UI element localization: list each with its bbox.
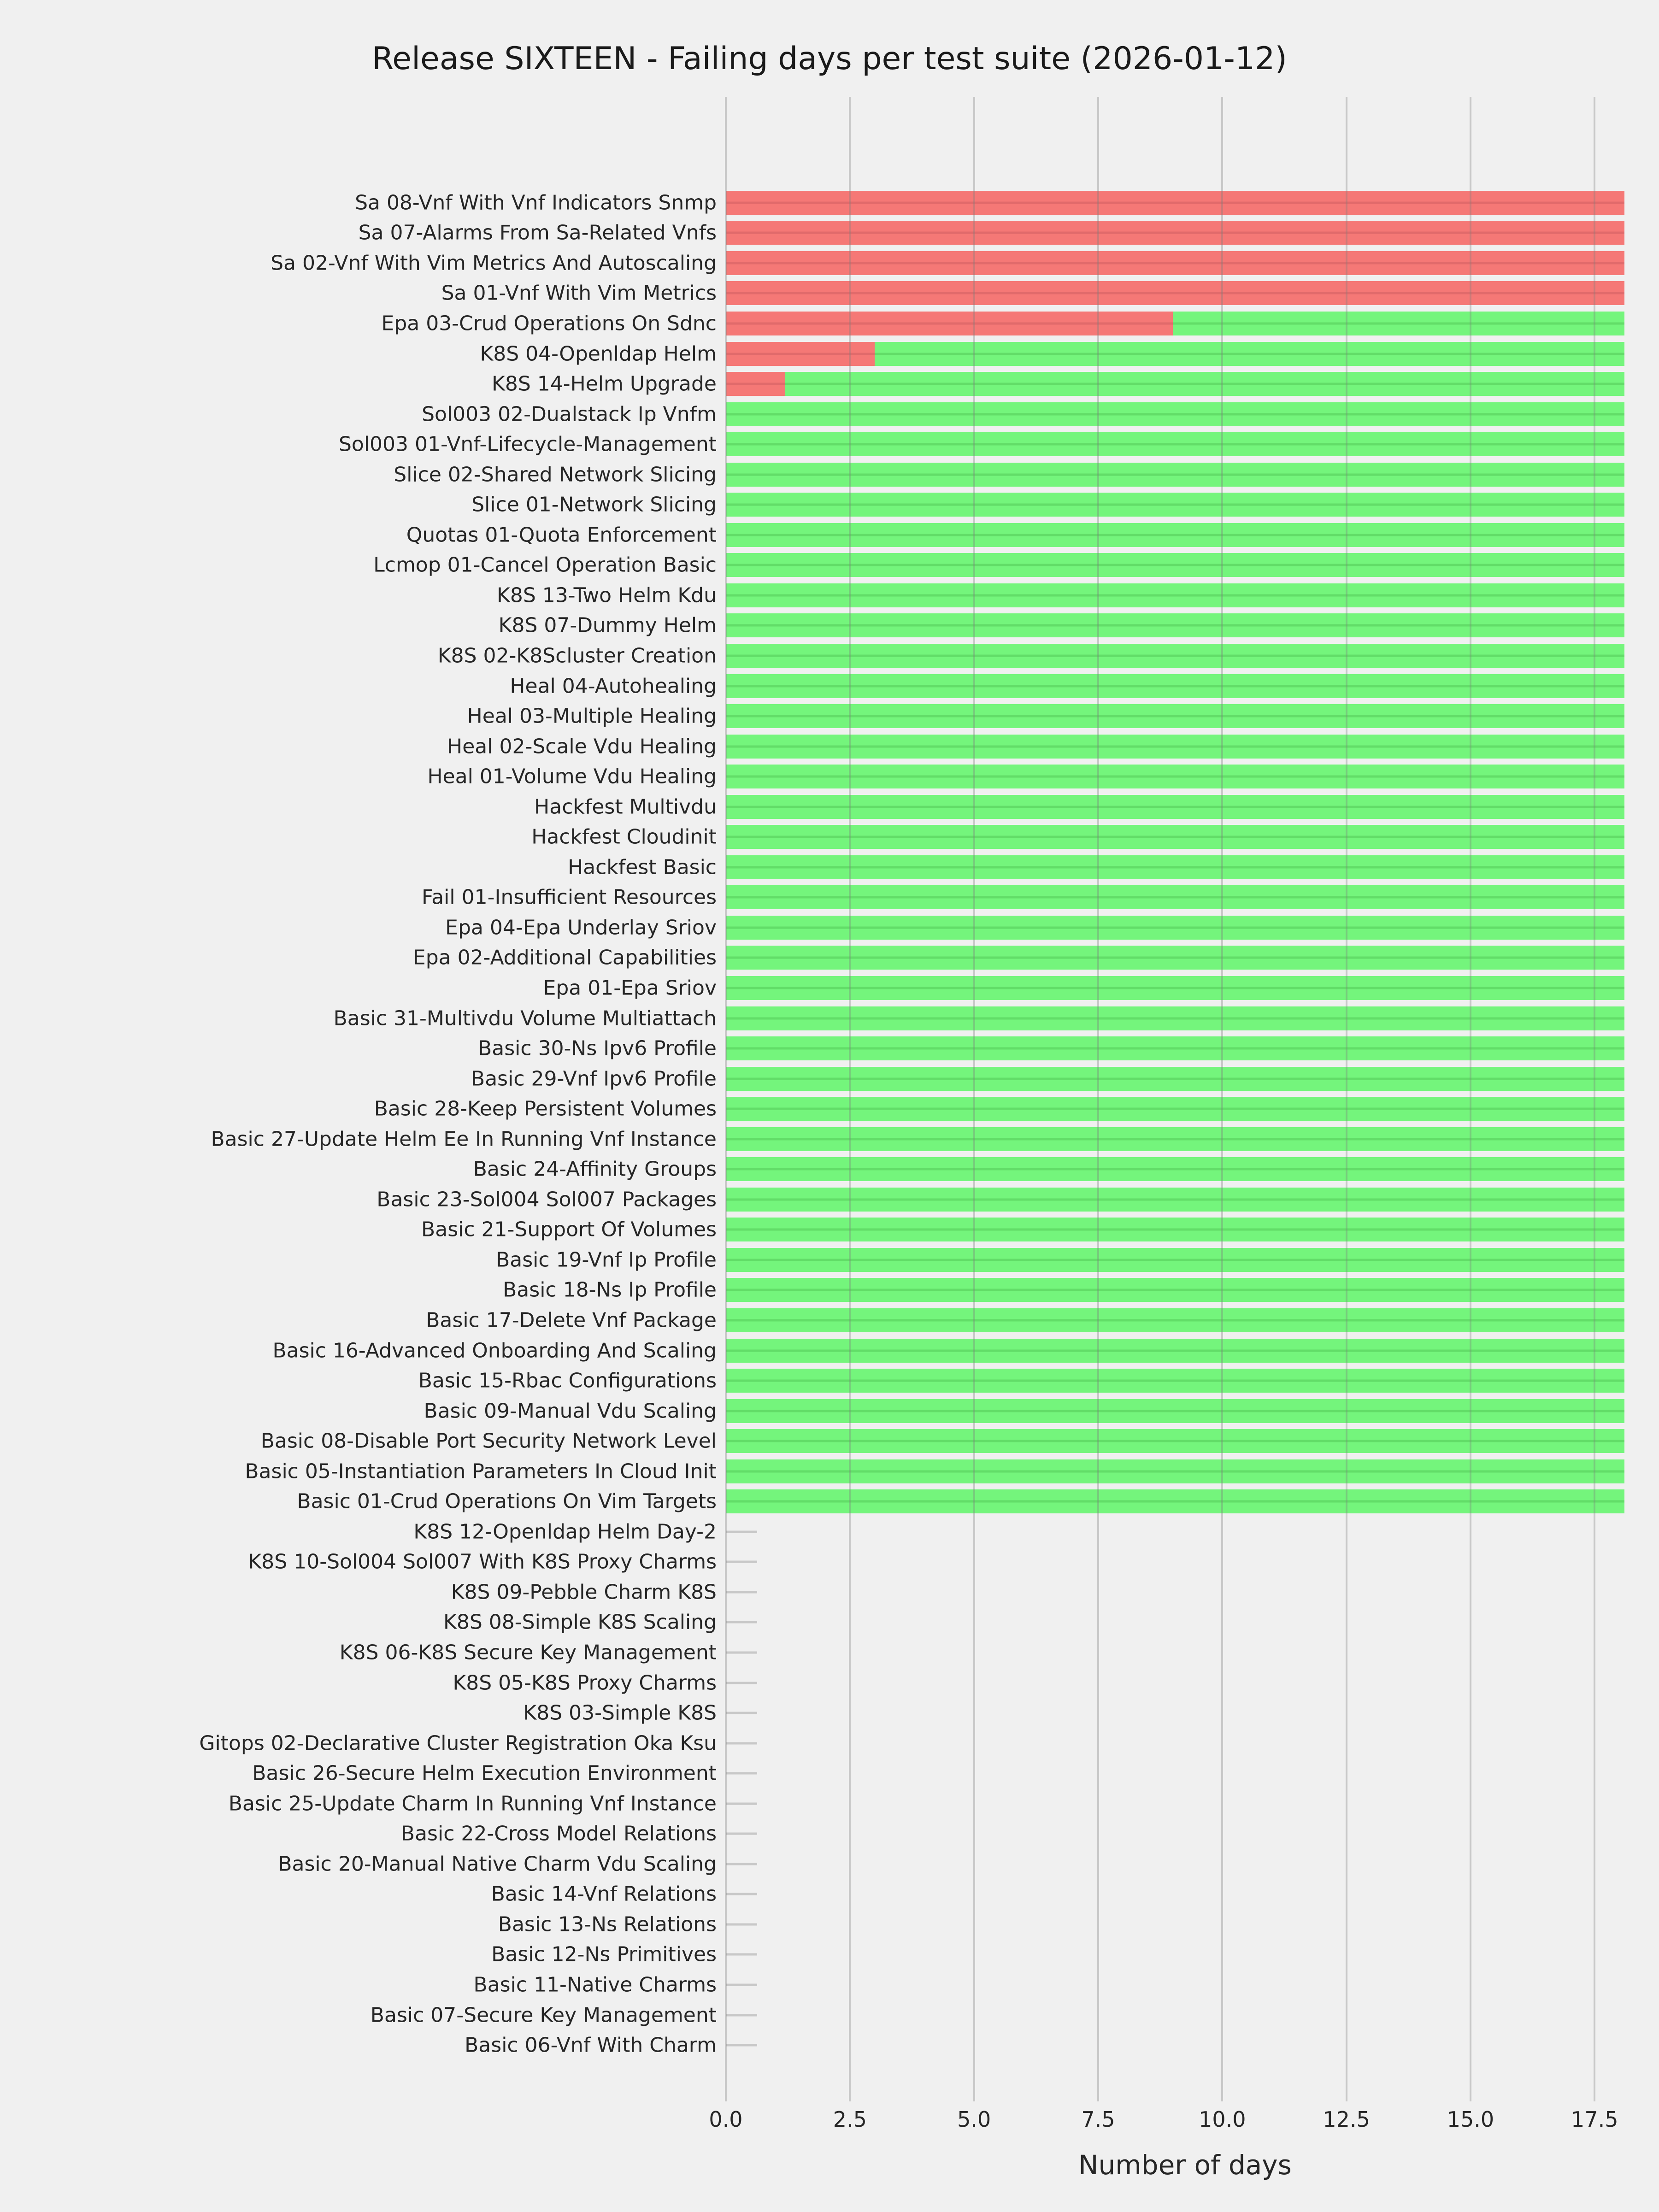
failing-days-segment (726, 191, 1624, 215)
suite-row (445, 912, 1644, 943)
passing-days-segment (726, 1459, 1624, 1483)
x-tick-label: 15.0 (1447, 2107, 1494, 2132)
suite-bar (726, 1339, 1624, 1363)
y-axis-label: Basic 26-Secure Helm Execution Environment (252, 1761, 717, 1785)
suite-row (471, 489, 1644, 520)
suite-row (443, 1607, 1644, 1638)
passing-days-segment (726, 916, 1624, 940)
y-axis-label: Quotas 01-Quota Enforcement (406, 523, 717, 547)
passing-days-segment (726, 735, 1624, 759)
suite-row (491, 1879, 1644, 1910)
suite-row (451, 1577, 1644, 1607)
gridline (1594, 97, 1595, 2101)
suite-row (412, 943, 1644, 973)
suite-row (418, 1365, 1644, 1396)
passing-days-segment (726, 1127, 1624, 1151)
y-axis-label: K8S 06-K8S Secure Key Management (339, 1641, 717, 1665)
gridline (1221, 97, 1223, 2101)
suite-row (370, 2000, 1644, 2030)
bar-rows (199, 188, 1644, 2060)
y-tick-mark (726, 1984, 757, 1986)
suite-bar (726, 1067, 1624, 1091)
passing-days-segment (726, 855, 1624, 879)
y-axis-label: Heal 02-Scale Vdu Healing (447, 735, 717, 759)
y-axis-label: K8S 13-Two Helm Kdu (497, 583, 717, 607)
suite-row (441, 278, 1644, 309)
passing-days-segment (726, 463, 1624, 487)
suite-row (568, 852, 1644, 882)
y-axis-label: K8S 10-Sol004 Sol007 With K8S Proxy Charms (248, 1550, 717, 1574)
suite-bar (726, 1369, 1624, 1393)
y-axis-label: Basic 27-Update Helm Ee In Running Vnf Instance (211, 1127, 717, 1151)
suite-row (297, 1487, 1644, 1517)
y-tick-mark (726, 1621, 757, 1624)
y-axis-label: Basic 06-Vnf With Charm (465, 2033, 717, 2057)
y-axis-label: K8S 07-Dummy Helm (498, 613, 717, 637)
suite-row (531, 822, 1644, 852)
suite-row (453, 1668, 1644, 1698)
suite-row (271, 248, 1644, 278)
passing-days-segment (726, 704, 1624, 728)
suite-bar (726, 251, 1624, 275)
failing-days-segment (726, 342, 875, 366)
suite-bar (726, 221, 1624, 245)
suite-bar (726, 463, 1624, 487)
passing-days-segment (726, 493, 1624, 517)
suite-row (473, 1154, 1644, 1185)
x-tick-label: 7.5 (1081, 2107, 1115, 2132)
y-axis-label: K8S 03-Simple K8S (523, 1701, 717, 1725)
suite-row (272, 1335, 1644, 1366)
suite-row (413, 1517, 1644, 1547)
suite-row (437, 641, 1644, 671)
suite-bar (726, 1188, 1624, 1212)
passing-days-segment (726, 1489, 1624, 1513)
y-axis-label: Basic 20-Manual Native Charm Vdu Scaling (278, 1852, 717, 1876)
suite-row (400, 1819, 1644, 1849)
suite-bar (726, 735, 1624, 759)
suite-row (245, 1456, 1644, 1487)
suite-bar (726, 1278, 1624, 1302)
y-axis-label: Hackfest Multivdu (534, 795, 717, 819)
suite-bar (726, 312, 1624, 335)
passing-days-segment (726, 1188, 1624, 1212)
x-axis-label: Number of days (1078, 2149, 1292, 2181)
y-axis-label: Basic 01-Crud Operations On Vim Targets (297, 1489, 717, 1513)
passing-days-segment (726, 976, 1624, 1000)
y-axis-label: Epa 03-Crud Operations On Sdnc (381, 312, 717, 335)
y-axis-label: Heal 03-Multiple Healing (467, 704, 717, 728)
y-tick-mark (726, 1893, 757, 1895)
y-axis-label: Basic 13-Ns Relations (498, 1912, 717, 1936)
suite-bar (726, 795, 1624, 819)
suite-row (496, 1245, 1644, 1275)
y-axis-label: Basic 09-Manual Vdu Scaling (424, 1399, 717, 1423)
y-axis-label: Basic 07-Secure Key Management (370, 2003, 717, 2027)
y-tick-mark (726, 1561, 757, 1563)
suite-bar (726, 946, 1624, 970)
suite-row (355, 188, 1644, 218)
y-axis-label: Sa 01-Vnf With Vim Metrics (441, 281, 717, 305)
suite-bar (726, 372, 1624, 396)
passing-days-segment (726, 432, 1624, 456)
y-axis-label: Basic 14-Vnf Relations (491, 1882, 717, 1906)
y-axis-label: K8S 02-K8Scluster Creation (437, 644, 717, 668)
y-axis-label: Gitops 02-Declarative Cluster Registration Oka Ksu (199, 1731, 717, 1755)
y-axis-label: Basic 08-Disable Port Security Network Level (260, 1429, 717, 1453)
y-axis-label: Slice 02-Shared Network Slicing (394, 463, 717, 487)
y-tick-mark (726, 1833, 757, 1835)
suite-bar (726, 281, 1624, 305)
x-tick-label: 0.0 (709, 2107, 743, 2132)
passing-days-segment (726, 1097, 1624, 1121)
y-axis-label: Basic 16-Advanced Onboarding And Scaling (272, 1339, 717, 1363)
suite-row (498, 611, 1644, 641)
suite-bar (726, 1218, 1624, 1241)
suite-bar (726, 1157, 1624, 1181)
y-axis-label: Basic 22-Cross Model Relations (400, 1822, 717, 1846)
passing-days-segment (726, 1278, 1624, 1302)
y-axis-label: K8S 12-Openldap Helm Day-2 (413, 1520, 717, 1544)
suite-row (426, 1305, 1644, 1335)
y-tick-mark (726, 1591, 757, 1593)
passing-days-segment (726, 1339, 1624, 1363)
suite-row (394, 459, 1644, 490)
y-axis-label: Basic 12-Ns Primitives (491, 1942, 717, 1966)
y-axis-label: Hackfest Basic (568, 855, 717, 879)
suite-row (424, 1396, 1644, 1426)
suite-bar (726, 1459, 1624, 1483)
y-tick-mark (726, 1863, 757, 1865)
y-axis-label: Basic 30-Ns Ipv6 Profile (478, 1036, 717, 1060)
x-axis (709, 2107, 1644, 2139)
plot-area (199, 97, 1644, 2101)
suite-row (358, 218, 1644, 248)
suite-row (467, 701, 1644, 731)
failing-days-segment (726, 251, 1624, 275)
y-axis-label: Epa 01-Epa Sriov (543, 976, 717, 1000)
y-tick-mark (726, 2044, 757, 2047)
suite-row (333, 1003, 1644, 1034)
passing-days-segment (726, 1429, 1624, 1453)
passing-days-segment (726, 946, 1624, 970)
chart-title: Release SIXTEEN - Failing days per test suite (2026-01-12) (372, 41, 1287, 77)
y-tick-mark (726, 1923, 757, 1925)
gridline (1097, 97, 1099, 2101)
suite-bar (726, 916, 1624, 940)
passing-days-segment (726, 523, 1624, 547)
y-axis-label: K8S 04-Openldap Helm (480, 342, 717, 365)
y-axis-label: K8S 09-Pebble Charm K8S (451, 1580, 717, 1604)
y-tick-mark (726, 1953, 757, 1956)
suite-bar (726, 1006, 1624, 1030)
passing-days-segment (1173, 312, 1624, 335)
y-tick-mark (726, 1530, 757, 1533)
passing-days-segment (875, 342, 1624, 366)
suite-row (228, 1788, 1644, 1819)
suite-bar (726, 432, 1624, 456)
suite-row (377, 1184, 1644, 1215)
suite-bar (726, 402, 1624, 426)
suite-row (278, 1849, 1644, 1879)
y-axis-label: Sol003 02-Dualstack Ip Vnfm (422, 402, 717, 426)
suite-bar (726, 1127, 1624, 1151)
suite-row (338, 429, 1644, 459)
suite-bar (726, 976, 1624, 1000)
suite-bar (726, 523, 1624, 547)
passing-days-segment (726, 402, 1624, 426)
y-axis-label: Sol003 01-Vnf-Lifecycle-Management (338, 432, 717, 456)
suite-row (211, 1124, 1644, 1154)
y-axis-label: Basic 25-Update Charm In Running Vnf Instance (228, 1792, 717, 1816)
y-axis-label: Basic 17-Delete Vnf Package (426, 1308, 717, 1332)
failing-days-segment (726, 372, 785, 396)
y-axis-label: Basic 19-Vnf Ip Profile (496, 1248, 717, 1272)
y-axis-label: Basic 15-Rbac Configurations (418, 1369, 717, 1393)
suite-row (465, 2030, 1644, 2060)
passing-days-segment (726, 795, 1624, 819)
suite-bar (726, 613, 1624, 637)
y-tick-mark (726, 1742, 757, 1744)
suite-bar (726, 342, 1624, 366)
passing-days-segment (726, 644, 1624, 668)
y-axis-label: Epa 04-Epa Underlay Sriov (445, 916, 717, 940)
suite-bar (726, 704, 1624, 728)
failing-days-segment (726, 281, 1624, 305)
y-tick-mark (726, 1712, 757, 1714)
y-axis-label: Slice 01-Network Slicing (471, 493, 717, 517)
passing-days-segment (726, 765, 1624, 788)
gridline (973, 97, 975, 2101)
y-axis-label: Basic 18-Ns Ip Profile (503, 1278, 717, 1302)
suite-bar (726, 1036, 1624, 1060)
y-tick-mark (726, 1652, 757, 1654)
suite-row (421, 1215, 1644, 1245)
suite-bar (726, 885, 1624, 909)
y-axis-label: Sa 08-Vnf With Vnf Indicators Snmp (355, 191, 717, 215)
y-tick-mark (726, 1772, 757, 1775)
suite-row (447, 731, 1644, 762)
suite-row (422, 399, 1644, 429)
passing-days-segment (726, 1157, 1624, 1181)
suite-row (478, 1033, 1644, 1064)
suite-row (339, 1637, 1644, 1668)
suite-bar (726, 583, 1624, 607)
y-axis-label: Heal 01-Volume Vdu Healing (427, 765, 717, 788)
suite-bar (726, 493, 1624, 517)
suite-row (497, 580, 1644, 611)
passing-days-segment (726, 1067, 1624, 1091)
y-axis-label: K8S 05-K8S Proxy Charms (453, 1671, 717, 1695)
passing-days-segment (726, 674, 1624, 698)
passing-days-segment (726, 613, 1624, 637)
suite-row (374, 1094, 1644, 1124)
suite-row (373, 550, 1644, 581)
suite-bar (726, 1248, 1624, 1272)
passing-days-segment (726, 1369, 1624, 1393)
suite-bar (726, 1399, 1624, 1423)
suite-row (491, 1940, 1644, 1970)
x-tick-label: 2.5 (833, 2107, 867, 2132)
y-axis-label: Basic 23-Sol004 Sol007 Packages (377, 1188, 717, 1212)
y-axis-label: Sa 02-Vnf With Vim Metrics And Autoscaling (271, 251, 717, 275)
y-axis-label: Basic 28-Keep Persistent Volumes (374, 1097, 717, 1121)
suite-bar (726, 1429, 1624, 1453)
passing-days-segment (726, 1399, 1624, 1423)
suite-row (406, 520, 1644, 550)
passing-days-segment (726, 1308, 1624, 1332)
failing-days-segment (726, 221, 1624, 245)
y-axis-label: Fail 01-Insufficient Resources (421, 885, 717, 909)
suite-row (260, 1426, 1644, 1456)
y-axis-label: Epa 02-Additional Capabilities (412, 946, 717, 970)
y-axis-label: Hackfest Cloudinit (531, 825, 717, 849)
suite-row (534, 792, 1644, 822)
suite-row (498, 1909, 1644, 1940)
passing-days-segment (785, 372, 1624, 396)
y-axis-label: K8S 14-Helm Upgrade (492, 372, 717, 396)
passing-days-segment (726, 1036, 1624, 1060)
gridline (849, 97, 851, 2101)
suite-bar (726, 1308, 1624, 1332)
suite-bar (726, 1489, 1624, 1513)
y-axis-label: K8S 08-Simple K8S Scaling (443, 1610, 717, 1634)
suite-bar (726, 825, 1624, 849)
suite-row (480, 339, 1644, 369)
suite-row (199, 1728, 1644, 1759)
suite-bar (726, 674, 1624, 698)
passing-days-segment (726, 885, 1624, 909)
passing-days-segment (726, 1218, 1624, 1241)
y-axis-label: Basic 31-Multivdu Volume Multiattach (333, 1006, 717, 1030)
passing-days-segment (726, 553, 1624, 577)
y-axis-label: Lcmop 01-Cancel Operation Basic (373, 553, 717, 577)
suite-bar (726, 765, 1624, 788)
suite-row (510, 671, 1644, 701)
y-axis-label: Basic 24-Affinity Groups (473, 1157, 717, 1181)
suite-bar (726, 191, 1624, 215)
x-tick-label: 17.5 (1571, 2107, 1618, 2132)
suite-row (543, 973, 1644, 1003)
suite-row (473, 1970, 1644, 2000)
x-tick-label: 5.0 (957, 2107, 991, 2132)
y-axis-label: Heal 04-Autohealing (510, 674, 717, 698)
y-tick-mark (726, 1682, 757, 1684)
suite-bar (726, 855, 1624, 879)
suite-bar (726, 1097, 1624, 1121)
gridline (725, 97, 727, 2101)
suite-row (381, 308, 1644, 339)
y-tick-mark (726, 2014, 757, 2016)
suite-row (248, 1547, 1644, 1577)
x-tick-label: 10.0 (1199, 2107, 1246, 2132)
y-tick-mark (726, 1802, 757, 1805)
suite-row (492, 369, 1644, 399)
y-axis-label: Basic 11-Native Charms (473, 1973, 717, 1997)
passing-days-segment (726, 825, 1624, 849)
gridline (1470, 97, 1471, 2101)
y-axis-label: Basic 21-Support Of Volumes (421, 1218, 717, 1241)
y-axis-label: Basic 05-Instantiation Parameters In Cloud Init (245, 1459, 717, 1483)
suite-row (471, 1064, 1644, 1094)
suite-bar (726, 553, 1624, 577)
passing-days-segment (726, 1248, 1624, 1272)
passing-days-segment (726, 1006, 1624, 1030)
suite-row (523, 1698, 1644, 1728)
suite-row (421, 882, 1644, 913)
gridline (1346, 97, 1347, 2101)
y-axis-label: Sa 07-Alarms From Sa-Related Vnfs (358, 221, 717, 245)
passing-days-segment (726, 583, 1624, 607)
suite-row (503, 1275, 1644, 1306)
y-axis-label: Basic 29-Vnf Ipv6 Profile (471, 1067, 717, 1091)
suite-row (427, 761, 1644, 792)
failing-days-segment (726, 312, 1173, 335)
x-tick-label: 12.5 (1323, 2107, 1370, 2132)
suite-row (252, 1758, 1644, 1788)
suite-bar (726, 644, 1624, 668)
